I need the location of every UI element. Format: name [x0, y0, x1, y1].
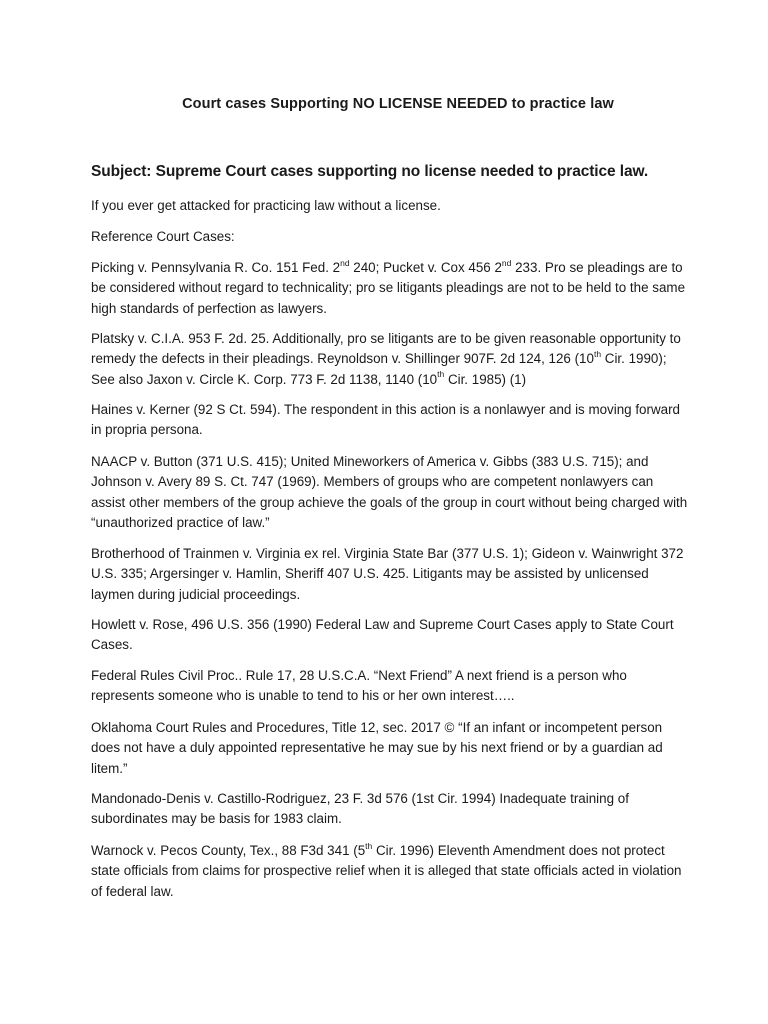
- intro-paragraph: If you ever get attacked for practicing law without a license.: [91, 198, 441, 213]
- p10-text-b: Cir. 1996) Eleventh Amendment does not protect state officials from claims for prospective relief when it is alleged that state officials acted in violation of federal law.: [91, 843, 682, 899]
- paragraph-howlett: Howlett v. Rose, 496 U.S. 356 (1990) Federal Law and Supreme Court Cases apply to State Court Cases.: [91, 617, 674, 653]
- paragraph-naacp: NAACP v. Button (371 U.S. 415); United Mineworkers of America v. Gibbs (383 U.S. 715); and Johnson v. Avery 89 S. Ct. 747 (1969). Members of groups who are competent nonlawyers can assist other members of the group achieve the goals of the group in court without being charged with “unauthorized practice of law.”: [91, 454, 688, 530]
- p1-text-b: 240; Pucket v. Cox 456 2: [349, 260, 502, 275]
- paragraph-platsky: [91, 329, 691, 390]
- p1-sup-2: nd: [501, 257, 512, 268]
- p1-text-a: Picking v. Pennsylvania R. Co. 151 Fed. 2: [91, 260, 341, 275]
- subject-colon: :: [146, 163, 156, 180]
- p2-text-a: Platsky v. C.I.A. 953 F. 2d. 25. Additionally, pro se litigants are to be given reasonable opportunity to remedy the defects in their pleadings. Reynoldson v. Shillinger 907F. 2d 124, 126 (10: [91, 331, 681, 367]
- p2-sup-1: th: [593, 348, 602, 359]
- reference-heading: Reference Court Cases:: [91, 229, 235, 244]
- paragraph-oklahoma: Oklahoma Court Rules and Procedures, Title 12, sec. 2017 © “If an infant or incompetent person does not have a duly appointed representative he may sue by his next friend or by a guardian ad litem.”: [91, 720, 663, 776]
- paragraph-picking: [91, 258, 691, 319]
- p1-text-c: 233. Pro se pleadings are to be considered without regard to technicality; pro se litigants pleadings are not to be held to the same high standards of perfection as lawyers.: [91, 260, 686, 316]
- paragraph-mandonado: Mandonado-Denis v. Castillo-Rodriguez, 23 F. 3d 576 (1st Cir. 1994) Inadequate training of subordinates may be basis for 1983 claim.: [91, 791, 629, 827]
- paragraph-brotherhood: Brotherhood of Trainmen v. Virginia ex rel. Virginia State Bar (377 U.S. 1); Gideon v. Wainwright 372 U.S. 335; Argersinger v. Hamlin, Sheriff 407 U.S. 425. Litigants may be assisted by unlicensed laymen during judicial proceedings.: [91, 546, 684, 602]
- p2-sup-2: th: [437, 369, 445, 380]
- subject-label: Subject: [91, 163, 147, 180]
- paragraph-warnock: [91, 841, 691, 902]
- p2-text-c: Cir. 1985) (1): [444, 371, 527, 387]
- document-title: Court cases Supporting NO LICENSE NEEDED to practice law: [182, 96, 614, 112]
- subject-text: Supreme Court cases supporting no license needed to practice law.: [155, 163, 649, 180]
- paragraph-federal-rules: Federal Rules Civil Proc.. Rule 17, 28 U.S.C.A. “Next Friend” A next friend is a person who represents someone who is unable to tend to his or her own interest…..: [91, 668, 627, 704]
- p1-sup-1: nd: [340, 257, 350, 268]
- p10-text-a: Warnock v. Pecos County, Tex., 88 F3d 341 (5: [91, 843, 366, 858]
- p10-sup-1: th: [365, 840, 373, 851]
- p2-text-b: Cir. 1990); See also Jaxon v. Circle K. Corp. 773 F. 2d 1138, 1140 (10: [91, 351, 667, 387]
- paragraph-haines: Haines v. Kerner (92 S Ct. 594). The respondent in this action is a nonlawyer and is moving forward in propria persona.: [91, 402, 680, 438]
- subject-line: [91, 163, 648, 181]
